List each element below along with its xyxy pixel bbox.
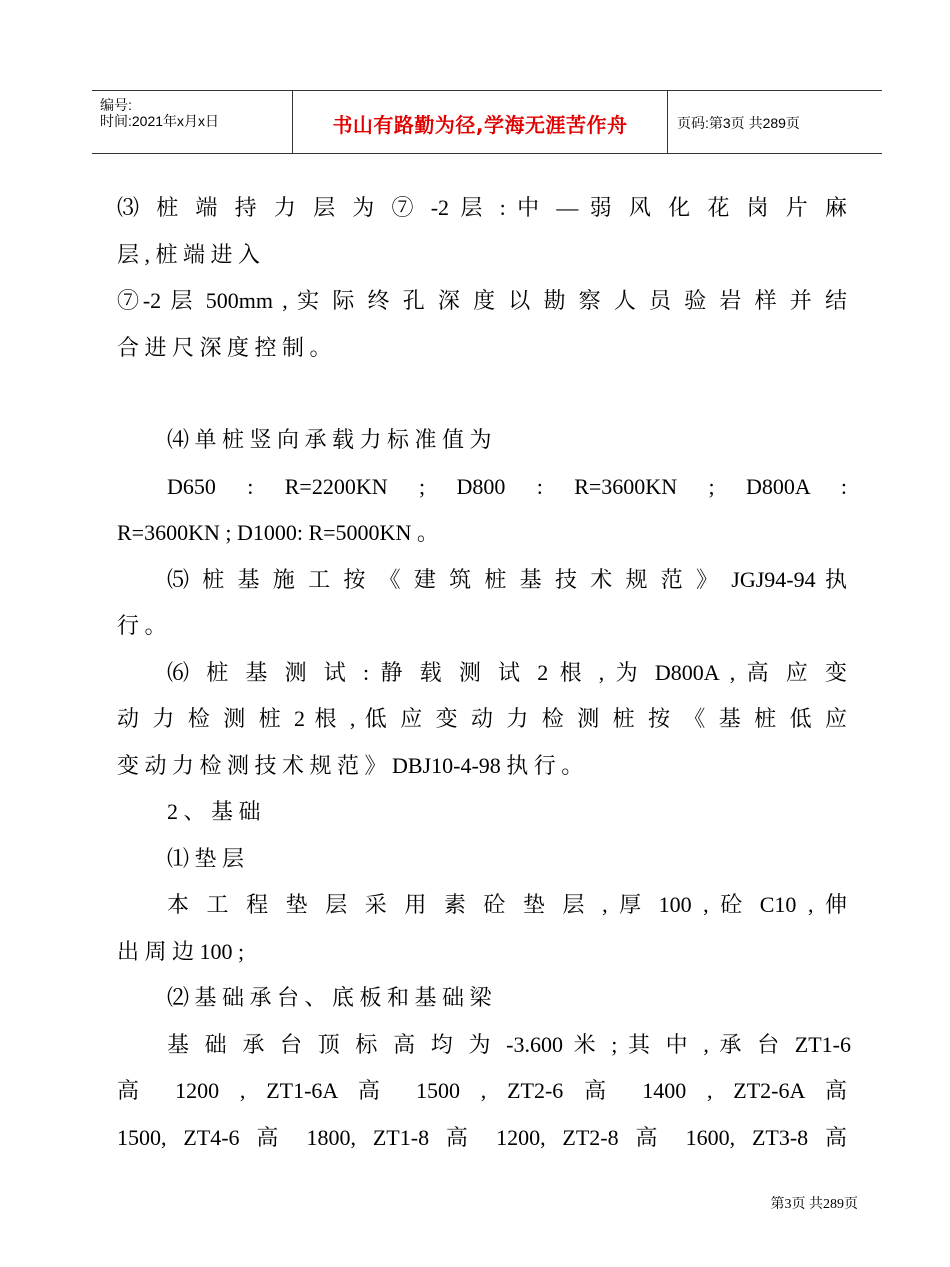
- motto-text: 书山有路勤为径,学海无涯苦作舟: [332, 113, 628, 137]
- text-line: 出 周 边 100 ;: [117, 939, 245, 964]
- header-info-cell: [92, 91, 292, 153]
- text-line: ⑴ 垫 层: [167, 846, 245, 871]
- page-label: 页码:第3页 共289页: [677, 115, 800, 131]
- text-line: ⑹ 桩 基 测 试 : 静 载 测 试 2 根 , 为 D800A , 高 应 变: [167, 660, 847, 685]
- text-line: 1500, ZT4-6 高 1800, ZT1-8 高 1200, ZT2-8 高 1600, ZT3-8 高: [117, 1125, 847, 1150]
- text-line: 层 , 桩 端 进 入: [117, 242, 261, 267]
- text-line: ⑶ 桩 端 持 力 层 为 ⑦ -2 层 : 中 — 弱 风 化 花 岗 片 麻: [117, 195, 847, 220]
- text-line: 高 1200 , ZT1-6A 高 1500 , ZT2-6 高 1400 , ZT2-6A 高: [117, 1078, 847, 1103]
- header-page-cell: [667, 91, 882, 153]
- text-line: D650 : R=2200KN ; D800 : R=3600KN ; D800A :: [167, 474, 847, 499]
- document-header: [92, 90, 882, 154]
- text-line: 基 础 承 台 顶 标 高 均 为 -3.600 米 ; 其 中 , 承 台 ZT1-6: [167, 1032, 851, 1057]
- number-label: 编号:: [100, 97, 132, 113]
- text-line: ⑸ 桩 基 施 工 按 《 建 筑 桩 基 技 术 规 范 》 JGJ94-94 执: [167, 567, 847, 592]
- text-line: 动 力 检 测 桩 2 根 , 低 应 变 动 力 检 测 桩 按 《 基 桩 低 应: [117, 706, 847, 731]
- text-line: 行 。: [117, 613, 167, 638]
- text-line: ⑵ 基 础 承 台 、 底 板 和 基 础 梁: [167, 985, 492, 1010]
- text-line: 合 进 尺 深 度 控 制 。: [117, 335, 332, 360]
- text-line: 变 动 力 检 测 技 术 规 范 》 DBJ10-4-98 执 行 。: [117, 753, 584, 778]
- text-line: ⑷ 单 桩 竖 向 承 载 力 标 准 值 为: [167, 427, 492, 452]
- page-footer: 第3页 共289页: [770, 1197, 858, 1212]
- text-line: 本 工 程 垫 层 采 用 素 砼 垫 层 , 厚 100 , 砼 C10 , 伸: [167, 892, 847, 917]
- header-motto-cell: [292, 91, 668, 153]
- text-line: ⑦-2 层 500mm , 实 际 终 孔 深 度 以 勘 察 人 员 验 岩 样 并 结: [117, 288, 847, 313]
- text-line: R=3600KN ; D1000: R=5000KN 。: [117, 520, 439, 545]
- text-line: 2 、 基 础: [167, 799, 261, 824]
- time-label: 时间:2021年x月x日: [100, 113, 220, 129]
